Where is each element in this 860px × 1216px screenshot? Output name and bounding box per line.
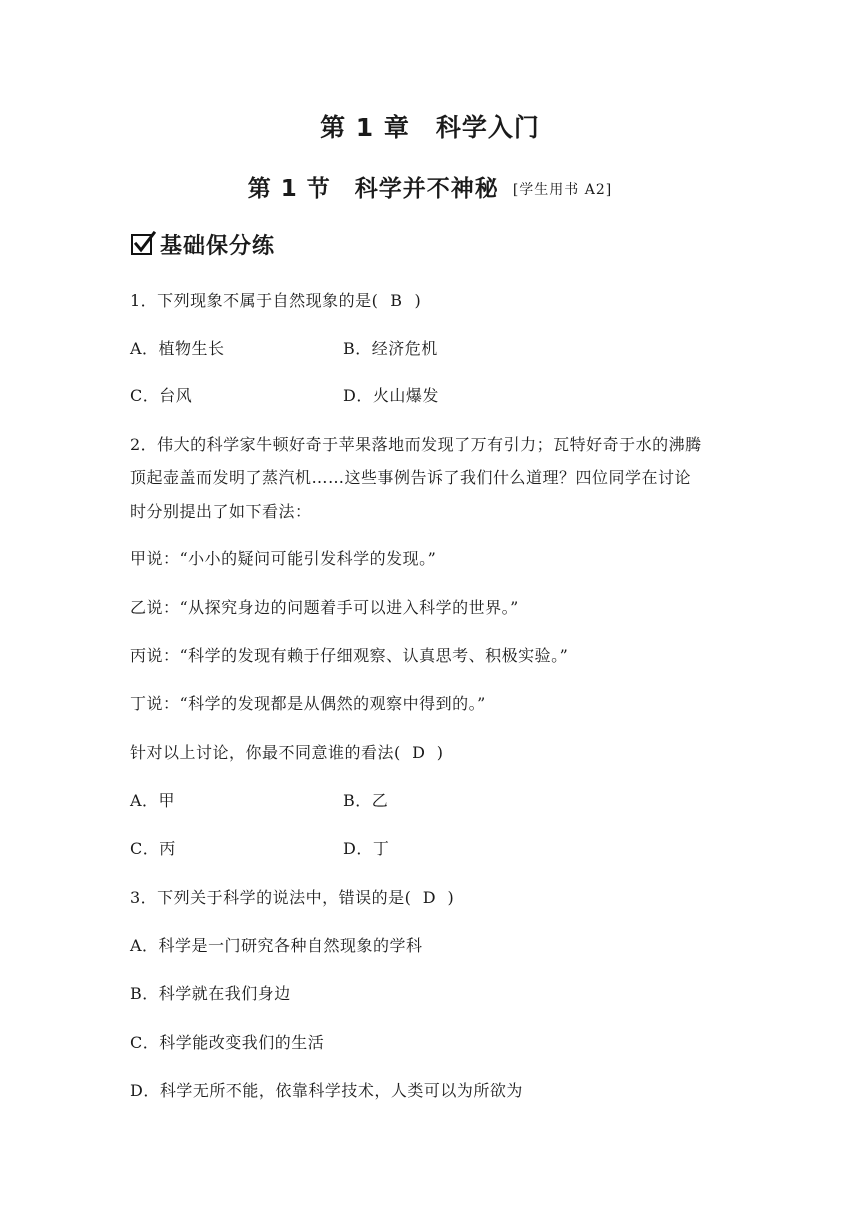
statement-ding: 丁说：“科学的发现都是从偶然的观察中得到的。” (130, 694, 486, 713)
option-a: A．科学是一门研究各种自然现象的学科 (130, 936, 423, 955)
option-c: C．丙 (130, 839, 176, 858)
question-2-stem (130, 743, 444, 763)
option-d: D．火山爆发 (343, 386, 439, 405)
chapter-title: 第 1 章 科学入门 (320, 113, 540, 142)
option-b: B．科学就在我们身边 (130, 984, 291, 1003)
practice-label: 基础保分练 (160, 233, 276, 259)
question-3-stem (130, 888, 454, 908)
section-heading (0, 170, 860, 203)
statement-bing: 丙说：“科学的发现有赖于仔细观察、认真思考、积极实验。” (130, 646, 569, 665)
statement-jia: 甲说：“小小的疑问可能引发科学的发现。” (130, 549, 437, 568)
closing-paren: ) (447, 888, 455, 907)
question-1-stem (130, 291, 421, 311)
question-stem-text: 1．下列现象不属于自然现象的是( (130, 291, 379, 310)
textbook-reference: [学生用书 A2] (512, 182, 613, 198)
option-c: C．台风 (130, 386, 193, 405)
checkbox-checked-icon (130, 231, 156, 257)
practice-header (130, 228, 275, 260)
closing-paren: ) (436, 743, 444, 762)
option-b: B．乙 (343, 791, 389, 810)
option-a: A．甲 (130, 791, 176, 810)
option-d: D．丁 (343, 839, 390, 858)
section-title: 第 1 节 科学并不神秘 (247, 176, 499, 202)
closing-paren: ) (414, 291, 422, 310)
option-d: D．科学无所不能，依靠科学技术，人类可以为所欲为 (130, 1081, 523, 1100)
option-c: C．科学能改变我们的生活 (130, 1033, 325, 1052)
answer-text: D (412, 743, 426, 762)
question-stem-text: 3．下列关于科学的说法中，错误的是( (130, 888, 412, 907)
answer-text: D (422, 888, 437, 907)
question-stem-text: 针对以上讨论，你最不同意谁的看法( (130, 743, 401, 762)
option-b: B．经济危机 (343, 339, 438, 358)
question-2-line-2: 顶起壶盖而发明了蒸汽机……这些事例告诉了我们什么道理？四位同学在讨论 (130, 468, 692, 487)
answer-text: B (390, 291, 403, 310)
question-2-line-3: 时分别提出了如下看法： (130, 502, 312, 521)
question-2-line-1: 2．伟大的科学家牛顿好奇于苹果落地而发现了万有引力；瓦特好奇于水的沸腾 (130, 435, 702, 454)
option-a: A．植物生长 (130, 339, 225, 358)
statement-yi: 乙说：“从探究身边的问题着手可以进入科学的世界。” (130, 598, 519, 617)
